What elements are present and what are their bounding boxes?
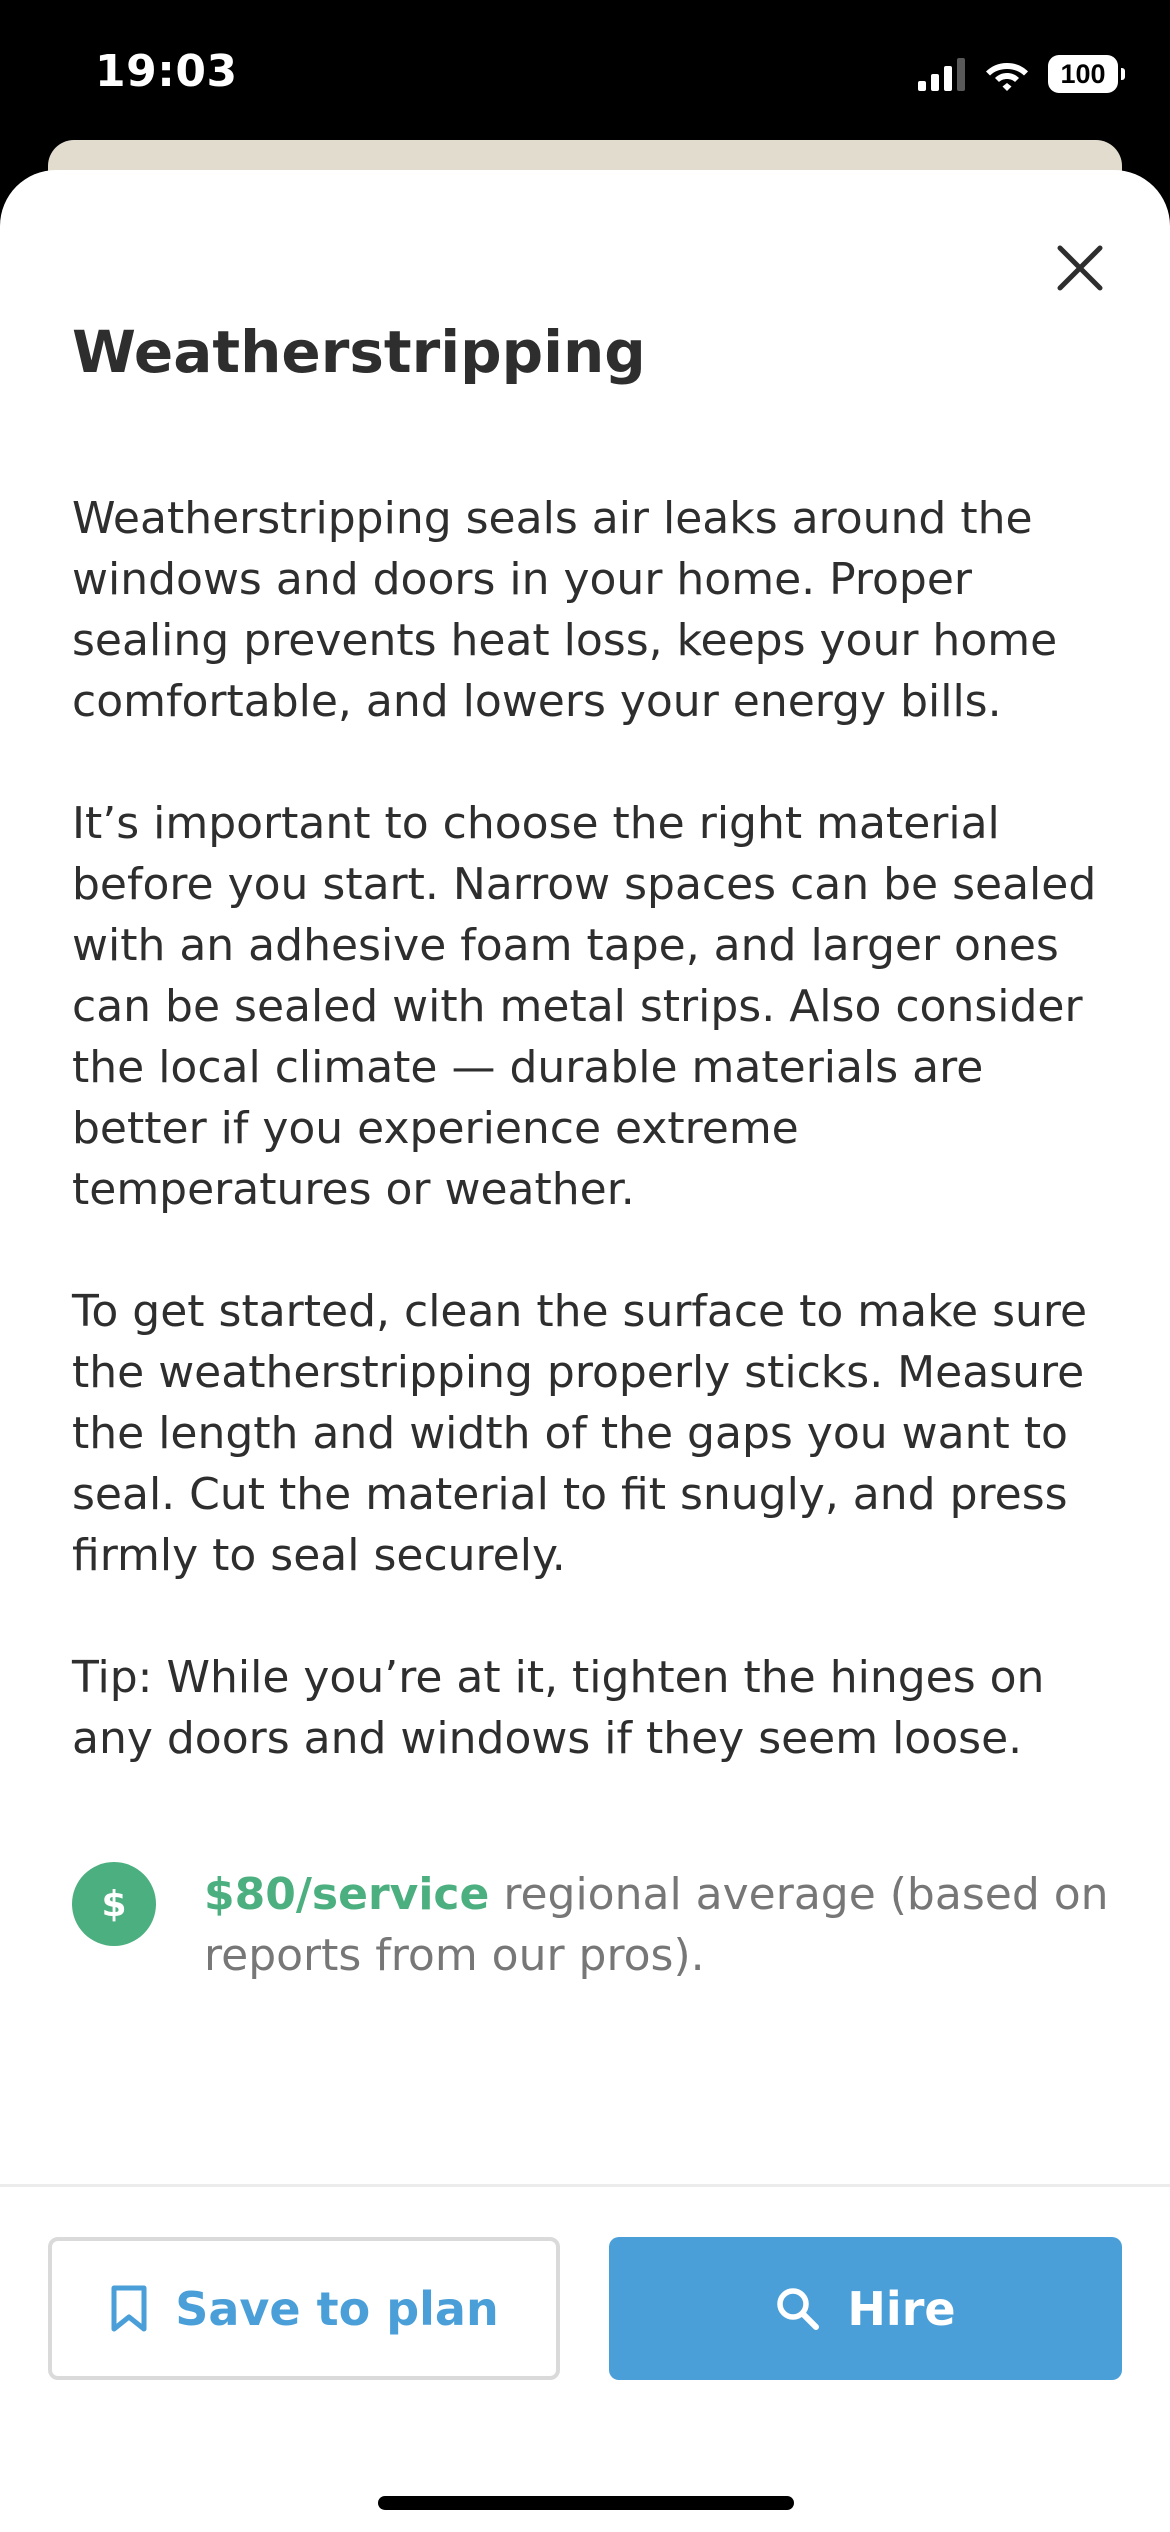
wifi-icon	[984, 57, 1030, 91]
bookmark-icon	[109, 2284, 149, 2334]
close-button[interactable]	[1048, 236, 1112, 300]
cost-description: regional average (based on reports from our pros).	[204, 1869, 1109, 1981]
signal-icon	[918, 57, 966, 91]
status-bar	[0, 0, 1170, 140]
bottom-sheet	[0, 170, 1170, 2532]
close-icon	[1056, 244, 1104, 292]
status-time: 19:03	[95, 46, 238, 97]
cost-price: $80/service	[204, 1869, 490, 1920]
sheet-title: Weatherstripping	[72, 318, 646, 386]
paragraph-steps: To get started, clean the surface to make sure the weatherstripping properly sticks. Measure the length and width of the gaps you want to seal. Cut the material to fit snugly, and press firmly to seal securely.	[72, 1286, 1088, 1581]
divider	[0, 2184, 1170, 2187]
search-icon	[775, 2286, 821, 2332]
paragraph-material: It’s important to choose the right material before you start. Narrow spaces can be sealed with an adhesive foam tape, and larger ones can be sealed with metal strips. Also consider the local climate — durable materials are better if you experience extreme temperatures or weather.	[72, 798, 1097, 1215]
hire-button-label: Hire	[847, 2281, 956, 2336]
dollar-icon: $	[72, 1862, 156, 1946]
battery-icon	[1048, 55, 1118, 93]
home-indicator	[378, 2496, 794, 2510]
save-button-label: Save to plan	[175, 2281, 499, 2336]
battery-level: 100	[1060, 58, 1106, 89]
paragraph-tip: Tip: While you’re at it, tighten the hinges on any doors and windows if they seem loose.	[72, 1652, 1045, 1764]
save-to-plan-button[interactable]	[48, 2237, 560, 2380]
cost-text	[204, 1864, 1124, 1986]
status-icons	[918, 52, 1118, 96]
hire-button[interactable]	[609, 2237, 1122, 2380]
description	[72, 488, 1112, 1830]
paragraph-intro: Weatherstripping seals air leaks around the windows and doors in your home. Proper sealing prevents heat loss, keeps your home comfortable, and lowers your energy bills.	[72, 493, 1058, 727]
